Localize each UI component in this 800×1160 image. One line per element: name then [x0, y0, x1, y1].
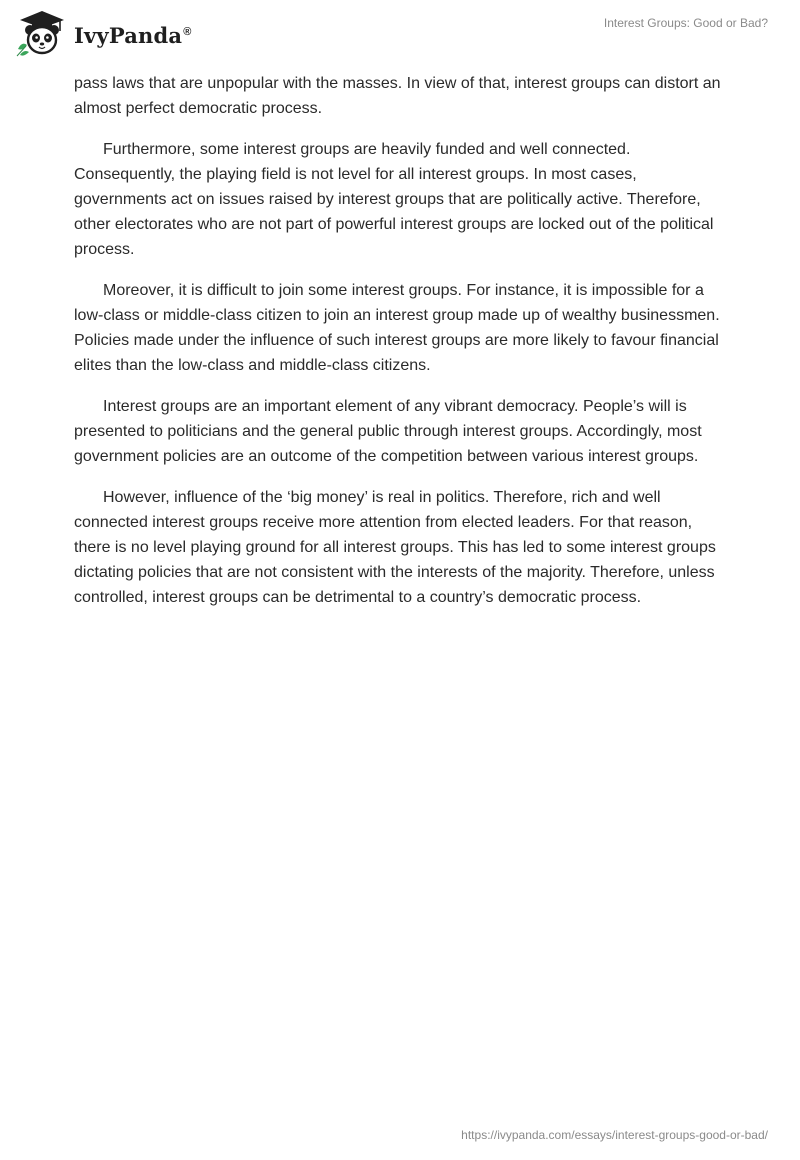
source-url-link[interactable]: https://ivypanda.com/essays/interest-groups-good-or-bad/ — [461, 1128, 768, 1142]
paragraph: pass laws that are unpopular with the masses. In view of that, interest groups can distort an almost perfect democratic process. — [74, 75, 721, 117]
panda-graduate-icon — [14, 9, 70, 57]
registered-mark: ® — [183, 25, 192, 38]
paragraph: However, influence of the ‘big money’ is real in politics. Therefore, rich and well connected interest groups receive more attention from elected leaders. For that reason, there is no level playing ground for all interest groups. This has led to some interest groups dictating policies that are not consistent with the interests of the majority. Therefore, unless controlled, interest groups can be detrimental to a country’s democratic process. — [74, 489, 716, 606]
ivypanda-logo[interactable] — [14, 9, 192, 57]
paragraph: Furthermore, some interest groups are heavily funded and well connected. Consequently, the playing field is not level for all interest groups. In most cases, governments act on issues raised by interest groups that are politically active. Therefore, other electorates who are not part of powerful interest groups are locked out of the political process. — [74, 141, 714, 258]
document-title: Interest Groups: Good or Bad? — [603, 16, 768, 30]
page-header — [0, 0, 800, 66]
brand-name: IvyPanda® — [74, 22, 192, 48]
essay-body — [74, 71, 726, 626]
paragraph: Moreover, it is difficult to join some interest groups. For instance, it is impossible for a low-class or middle-class citizen to join an interest group made up of wealthy businessmen. Policies made under the influence of such interest groups are more likely to favour financial elites than the low-class and middle-class citizens. — [74, 282, 720, 374]
paragraph: Interest groups are an important element of any vibrant democracy. People’s will is presented to politicians and the general public through interest groups. Accordingly, most government policies are an outcome of the competition between various interest groups. — [74, 398, 702, 465]
